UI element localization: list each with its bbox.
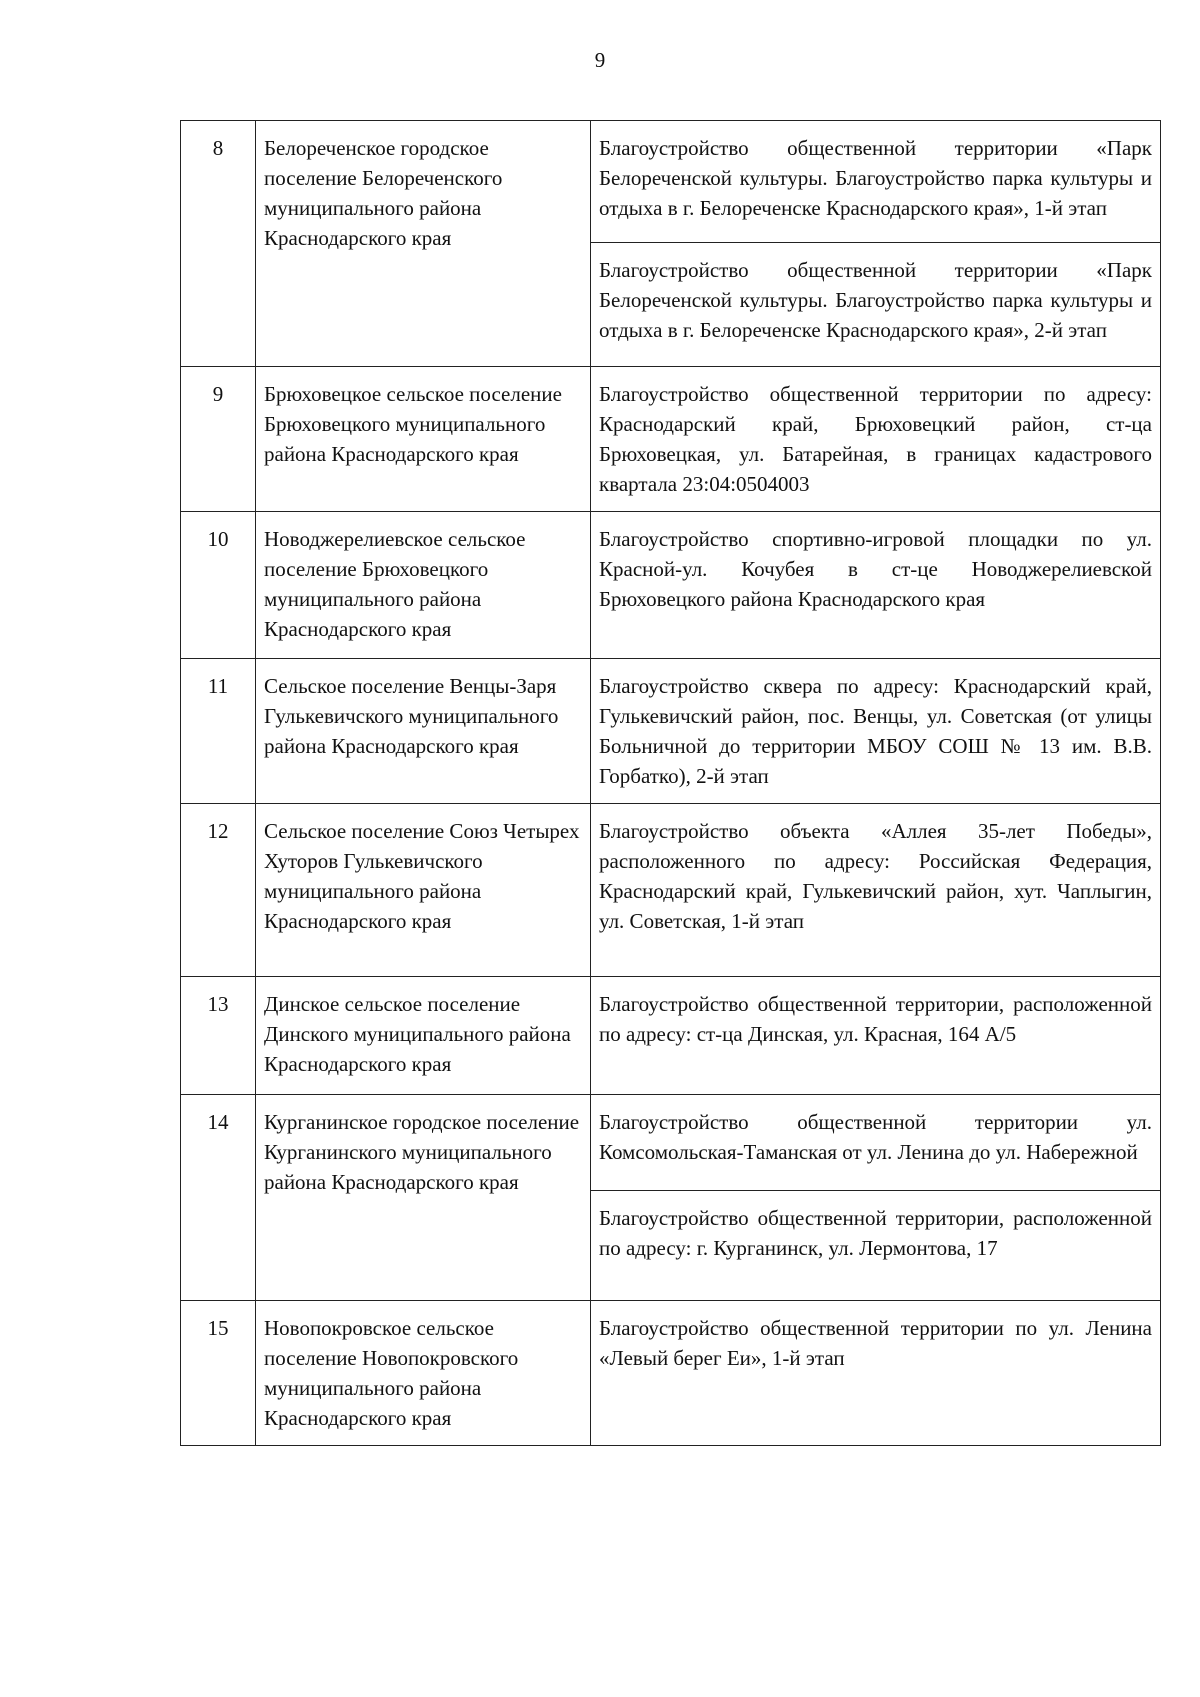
settlements-table: [180, 120, 1161, 1446]
works-cell: [591, 512, 1161, 659]
table-row: [181, 659, 1161, 804]
works-cell: [591, 804, 1161, 977]
works-cell: [591, 1301, 1161, 1446]
page-number: 9: [594, 48, 606, 72]
work-item: Благоустройство общественной территории по адресу: Краснодарский край, Брюховецкий район, ст-ца Брюховецкая, ул. Батарейная, в границах кадастрового квартала 23:04:0504003: [599, 382, 1152, 496]
table-row: [181, 121, 1161, 367]
table-row: [181, 367, 1161, 512]
work-item: Благоустройство спортивно-игровой площадки по ул. Красной-ул. Кочубея в ст-це Новоджерелиевской Брюховецкого района Краснодарского края: [599, 527, 1152, 611]
row-number: 11: [181, 659, 256, 804]
work-item: Благоустройство сквера по адресу: Краснодарский край, Гулькевичский район, пос. Венцы, ул. Советская (от улицы Больничной до территории МБОУ СОШ № 13 им. В.В. Горбатко), 2-й этап: [599, 674, 1152, 788]
work-item: Благоустройство общественной территории по ул. Ленина «Левый берег Еи», 1-й этап: [599, 1316, 1152, 1370]
work-item: Благоустройство общественной территории, расположенной по адресу: ст-ца Динская, ул. Красная, 164 А/5: [599, 992, 1152, 1046]
settlement-name: Новоджерелиевское сельское поселение Брюховецкого муниципального района Краснодарского края: [256, 512, 591, 659]
work-item: Благоустройство общественной территории «Парк Белореченской культуры. Благоустройство парка культуры и отдыха в г. Белореченске Краснодарского края», 2-й этап: [591, 242, 1160, 366]
row-number: 10: [181, 512, 256, 659]
settlement-name: Сельское поселение Венцы-Заря Гулькевичского муниципального района Краснодарского края: [256, 659, 591, 804]
row-number: 15: [181, 1301, 256, 1446]
works-cell: [591, 121, 1161, 367]
works-cell: [591, 367, 1161, 512]
work-item: Благоустройство общественной территории, расположенной по адресу: г. Курганинск, ул. Лермонтова, 17: [591, 1190, 1160, 1300]
table-row: [181, 977, 1161, 1095]
table-row: [181, 1095, 1161, 1301]
table-row: [181, 1301, 1161, 1446]
settlement-name: Белореченское городское поселение Белореченского муниципального района Краснодарского края: [256, 121, 591, 367]
row-number: 13: [181, 977, 256, 1095]
work-item: Благоустройство объекта «Аллея 35-лет Победы», расположенного по адресу: Российская Федерация, Краснодарский край, Гулькевичский район, хут. Чаплыгин, ул. Советская, 1-й этап: [599, 819, 1152, 933]
settlement-name: Динское сельское поселение Динского муниципального района Краснодарского края: [256, 977, 591, 1095]
work-item: Благоустройство общественной территории «Парк Белореченской культуры. Благоустройство парка культуры и отдыха в г. Белореченске Краснодарского края», 1-й этап: [599, 136, 1152, 220]
works-cell: [591, 659, 1161, 804]
table-row: [181, 512, 1161, 659]
row-number: 14: [181, 1095, 256, 1301]
settlement-name: Брюховецкое сельское поселение Брюховецкого муниципального района Краснодарского края: [256, 367, 591, 512]
table-row: [181, 804, 1161, 977]
settlement-name: Сельское поселение Союз Четырех Хуторов Гулькевичского муниципального района Краснодарского края: [256, 804, 591, 977]
works-cell: [591, 977, 1161, 1095]
row-number: 12: [181, 804, 256, 977]
row-number: 8: [181, 121, 256, 367]
settlement-name: Курганинское городское поселение Курганинского муниципального района Краснодарского края: [256, 1095, 591, 1301]
row-number: 9: [181, 367, 256, 512]
works-cell: [591, 1095, 1161, 1301]
work-item: Благоустройство общественной территории ул. Комсомольская-Таманская от ул. Ленина до ул. Набережной: [599, 1110, 1152, 1164]
settlement-name: Новопокровское сельское поселение Новопокровского муниципального района Краснодарского края: [256, 1301, 591, 1446]
